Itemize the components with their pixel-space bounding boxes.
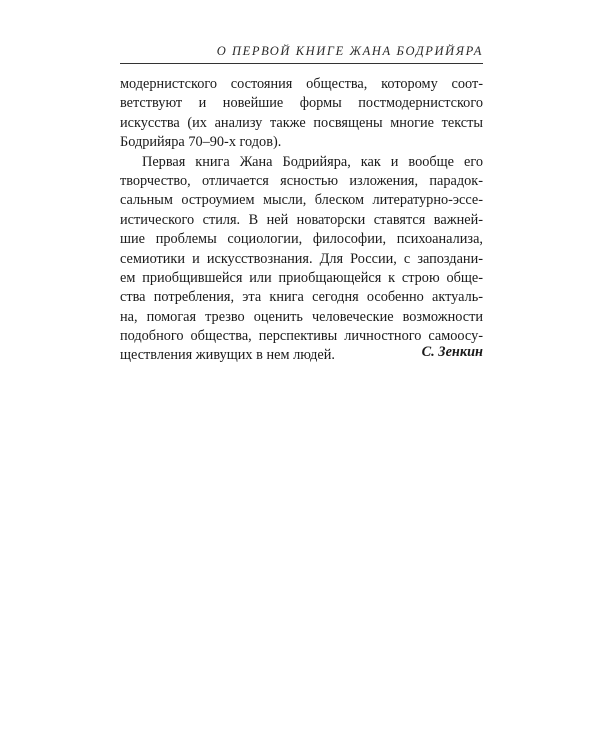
running-header-title: О ПЕРВОЙ КНИГЕ ЖАНА БОДРИЙЯРА: [216, 44, 483, 58]
text-line: творчество, отличается ясностью изложения, парадок-: [120, 172, 483, 189]
header-rule: [120, 63, 483, 64]
text-line: ства потребления, эта книга сегодня особенно актуаль-: [120, 289, 483, 306]
text-line: Первая книга Жана Бодрийяра, как и вообще его: [142, 153, 483, 170]
text-line: модернистского состояния общества, которому соот-: [120, 76, 483, 92]
text-line: ветствуют и новейшие формы постмодернистского: [120, 95, 483, 112]
text-line: на, помогая трезво оценить человеческие возможности: [120, 308, 483, 325]
text-line: Бодрийяра 70–90-х годов).: [120, 134, 282, 151]
text-line: ем приобщившейся или приобщающейся к строю обще-: [120, 269, 483, 286]
text-line: ществления живущих в нем людей.: [120, 347, 335, 364]
paragraph-1: [120, 75, 483, 153]
text-line: истического стиля. В ней новаторски ставятся важней-: [120, 211, 483, 228]
text-line: семиотики и искусствознания. Для России, с запоздани-: [120, 250, 483, 267]
text-line: шие проблемы социологии, философии, психоанализа,: [120, 231, 483, 248]
author-signature: С. Зенкин: [421, 344, 483, 360]
text-line: подобного общества, перспективы личностного самоосу-: [120, 328, 483, 345]
body-text: [120, 75, 483, 366]
text-line: искусства (их анализу также посвящены многие тексты: [120, 114, 483, 131]
paragraph-2: [120, 153, 483, 366]
text-line: сальным остроумием мысли, блеском литературно-эссе-: [120, 192, 483, 209]
